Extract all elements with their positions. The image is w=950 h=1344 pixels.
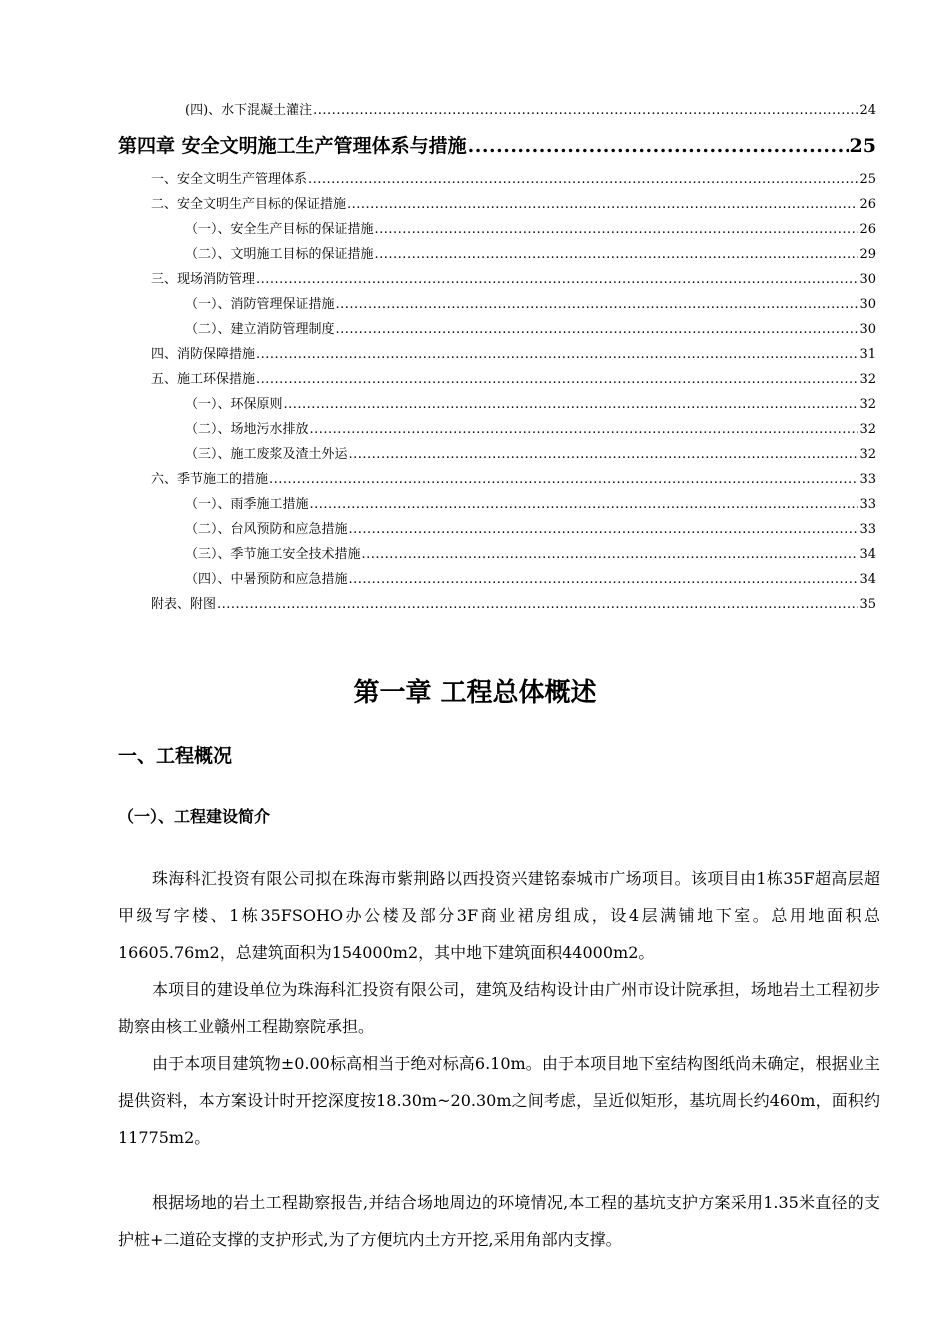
toc-entry[interactable] (185, 294, 876, 316)
toc-entry[interactable] (185, 100, 876, 122)
toc-entry-title: 二、安全文明生产目标的保证措施 (151, 197, 347, 212)
toc-leader (310, 419, 859, 441)
toc-leader (347, 194, 858, 216)
toc-entry-title: （三）、季节施工安全技术措施 (185, 547, 361, 562)
toc-entry[interactable] (151, 369, 876, 391)
toc-entry-title: 第四章 安全文明施工生产管理体系与措施 (118, 135, 467, 157)
toc-entry[interactable] (185, 219, 876, 241)
toc-leader (362, 544, 859, 566)
body-paragraph: 珠海科汇投资有限公司拟在珠海市紫荆路以西投资兴建铭泰城市广场项目。该项目由1栋35F超高层超甲级写字楼、1栋35FSOHO办公楼及部分3F商业裙房组成，设4层满铺地下室。总用地面积总16605.76m2，总建筑面积为154000m2，其中地下建筑面积44000m2。 (118, 869, 880, 962)
toc-leader (256, 369, 858, 391)
toc-entry-page: 32 (859, 372, 876, 387)
toc-entry-page: 26 (859, 222, 876, 237)
toc-entry-page: 32 (859, 447, 876, 462)
toc-entry-page: 30 (859, 297, 876, 312)
toc-entry-page: 33 (859, 472, 876, 487)
toc-leader (269, 469, 858, 491)
toc-leader (375, 219, 859, 241)
toc-entry-title: （二）、文明施工目标的保证措施 (185, 247, 374, 262)
toc-entry-page: 33 (859, 522, 876, 537)
toc-entry-title: （二）、台风预防和应急措施 (185, 522, 348, 537)
toc-entry-page: 33 (859, 497, 876, 512)
toc-entry-page: 29 (859, 247, 876, 262)
toc-entry-title: （四）、中暑预防和应急措施 (185, 572, 348, 587)
toc-leader (284, 394, 859, 416)
toc-entry[interactable] (185, 494, 876, 516)
toc-entry[interactable] (185, 394, 876, 416)
toc-leader (308, 169, 858, 191)
toc-entry[interactable] (185, 244, 876, 266)
toc-chapter-entry[interactable] (118, 131, 876, 161)
toc-entry[interactable] (151, 469, 876, 491)
toc-entry[interactable] (185, 544, 876, 566)
toc-leader (256, 269, 858, 291)
toc-entry-title: 附表、附图 (151, 597, 217, 612)
toc-leader (256, 344, 858, 366)
toc-leader (375, 244, 859, 266)
toc-entry[interactable] (185, 444, 876, 466)
toc-leader (349, 569, 859, 591)
toc-entry[interactable] (185, 569, 876, 591)
toc-entry[interactable] (185, 419, 876, 441)
subsection-title: （一）、工程建设简介 (118, 807, 271, 826)
toc-entry-page: 30 (859, 322, 876, 337)
toc-entry-title: 四、消防保障措施 (151, 347, 256, 362)
toc-leader (468, 131, 849, 161)
toc-entry-title: （二）、建立消防管理制度 (185, 322, 335, 337)
toc-entry-title: （三）、施工废浆及渣土外运 (185, 447, 348, 462)
body-paragraph: 由于本项目建筑物±0.00标高相当于绝对标高6.10m。由于本项目地下室结构图纸尚未确定，根据业主提供资料，本方案设计时开挖深度按18.30m~20.30m之间考虑，呈近似矩形，基坑周长约460m，面积约11775m2。 (118, 1054, 880, 1147)
toc-entry-page: 34 (859, 547, 876, 562)
body-paragraph: 根据场地的岩土工程勘察报告,并结合场地周边的环境情况,本工程的基坑支护方案采用1.35米直径的支护桩+二道砼支撑的支护形式,为了方便坑内土方开挖,采用角部内支撑。 (118, 1193, 880, 1249)
toc-entry[interactable] (151, 194, 876, 216)
toc-entry-title: （一）、环保原则 (185, 397, 283, 412)
toc-leader (336, 294, 859, 316)
chapter-title: 第一章 工程总体概述 (353, 678, 597, 708)
toc-leader (217, 594, 858, 616)
toc-leader (349, 519, 859, 541)
toc-entry-title: （二）、场地污水排放 (185, 422, 309, 437)
toc-entry[interactable] (151, 169, 876, 191)
toc-entry-page: 25 (859, 172, 876, 187)
toc-entry-title: 五、施工环保措施 (151, 372, 256, 387)
toc-entry-title: (四)、水下混凝土灌注 (185, 103, 313, 118)
toc-entry-page: 32 (859, 422, 876, 437)
toc-entry-title: （一）、消防管理保证措施 (185, 297, 335, 312)
toc-entry[interactable] (185, 519, 876, 541)
toc-entry-title: 三、现场消防管理 (151, 272, 256, 287)
toc-entry[interactable] (185, 319, 876, 341)
toc-leader (313, 100, 858, 122)
toc-entry-page: 32 (859, 397, 876, 412)
toc-entry-page: 35 (859, 597, 876, 612)
toc-entry-page: 31 (859, 347, 876, 362)
toc-leader (336, 319, 859, 341)
toc-entry-title: 一、安全文明生产管理体系 (151, 172, 308, 187)
toc-leader (310, 494, 859, 516)
toc-entry-title: （一）、雨季施工措施 (185, 497, 309, 512)
toc-entry-page: 24 (859, 103, 876, 118)
toc-entry[interactable] (151, 344, 876, 366)
toc-entry-title: （一）、安全生产目标的保证措施 (185, 222, 374, 237)
toc-leader (349, 444, 859, 466)
toc-entry-title: 六、季节施工的措施 (151, 472, 269, 487)
toc-entry-page: 30 (859, 272, 876, 287)
toc-entry-page: 34 (859, 572, 876, 587)
toc-entry-page: 25 (849, 135, 876, 157)
section-title: 一、工程概况 (118, 745, 233, 767)
toc-entry-page: 26 (859, 197, 876, 212)
toc-entry[interactable] (151, 594, 876, 616)
body-paragraph: 本项目的建设单位为珠海科汇投资有限公司，建筑及结构设计由广州市设计院承担，场地岩土工程初步勘察由核工业赣州工程勘察院承担。 (118, 980, 880, 1036)
toc-entry[interactable] (151, 269, 876, 291)
